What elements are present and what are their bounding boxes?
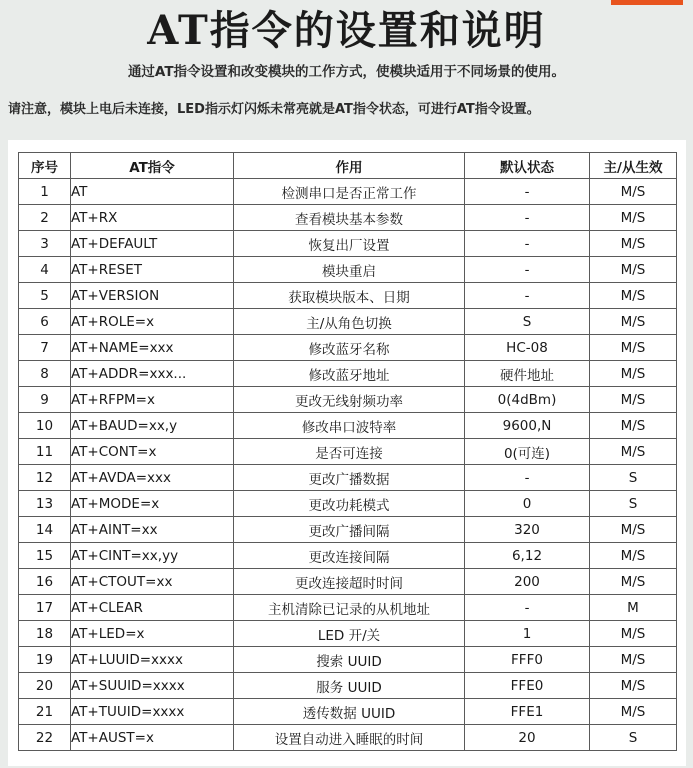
cell-index: 2: [19, 205, 71, 231]
cell-default: FFE0: [465, 673, 590, 699]
cell-function: 主机清除已记录的从机地址: [234, 595, 465, 621]
cell-function: 主/从角色切换: [234, 309, 465, 335]
cell-function: 更改连接超时时间: [234, 569, 465, 595]
cell-command: AT+ADDR=xxx...: [71, 361, 234, 387]
cell-command: AT+DEFAULT: [71, 231, 234, 257]
cell-index: 8: [19, 361, 71, 387]
cell-index: 9: [19, 387, 71, 413]
cell-index: 21: [19, 699, 71, 725]
cell-function: 服务 UUID: [234, 673, 465, 699]
cell-command: AT+NAME=xxx: [71, 335, 234, 361]
cell-command: AT+RESET: [71, 257, 234, 283]
cell-master-slave: M/S: [590, 257, 677, 283]
cell-default: HC-08: [465, 335, 590, 361]
cell-master-slave: M/S: [590, 205, 677, 231]
cell-function: 检测串口是否正常工作: [234, 179, 465, 205]
cell-command: AT+CLEAR: [71, 595, 234, 621]
cell-master-slave: M/S: [590, 387, 677, 413]
table-body: [19, 179, 677, 751]
header-master-slave: 主/从生效: [590, 153, 677, 179]
table-row: [19, 283, 677, 309]
table-row: [19, 621, 677, 647]
cell-command: AT+VERSION: [71, 283, 234, 309]
cell-function: 模块重启: [234, 257, 465, 283]
cell-index: 20: [19, 673, 71, 699]
table-row: [19, 543, 677, 569]
table-row: [19, 179, 677, 205]
cell-function: 更改广播数据: [234, 465, 465, 491]
cell-master-slave: M/S: [590, 439, 677, 465]
cell-default: -: [465, 465, 590, 491]
cell-default: 1: [465, 621, 590, 647]
cell-command: AT+BAUD=xx,y: [71, 413, 234, 439]
cell-master-slave: M/S: [590, 517, 677, 543]
cell-command: AT+ROLE=x: [71, 309, 234, 335]
cell-command: AT+LED=x: [71, 621, 234, 647]
cell-master-slave: M/S: [590, 231, 677, 257]
cell-master-slave: M/S: [590, 543, 677, 569]
cell-default: -: [465, 595, 590, 621]
cell-master-slave: M/S: [590, 621, 677, 647]
cell-command: AT+CINT=xx,yy: [71, 543, 234, 569]
cell-index: 1: [19, 179, 71, 205]
cell-default: 320: [465, 517, 590, 543]
cell-command: AT+MODE=x: [71, 491, 234, 517]
table-row: [19, 465, 677, 491]
table-row: [19, 205, 677, 231]
header-index: 序号: [19, 153, 71, 179]
cell-function: 更改无线射频功率: [234, 387, 465, 413]
cell-index: 16: [19, 569, 71, 595]
table-row: [19, 725, 677, 751]
cell-command: AT+CTOUT=xx: [71, 569, 234, 595]
cell-master-slave: M/S: [590, 283, 677, 309]
cell-command: AT+AVDA=xxx: [71, 465, 234, 491]
cell-command: AT+LUUID=xxxx: [71, 647, 234, 673]
header-command: AT指令: [71, 153, 234, 179]
cell-master-slave: M: [590, 595, 677, 621]
header-default: 默认状态: [465, 153, 590, 179]
cell-index: 12: [19, 465, 71, 491]
cell-default: -: [465, 179, 590, 205]
cell-master-slave: S: [590, 725, 677, 751]
cell-default: 0(4dBm): [465, 387, 590, 413]
cell-index: 4: [19, 257, 71, 283]
table-panel: [8, 140, 686, 766]
cell-function: 更改功耗模式: [234, 491, 465, 517]
cell-default: -: [465, 205, 590, 231]
cell-index: 5: [19, 283, 71, 309]
cell-master-slave: M/S: [590, 335, 677, 361]
cell-index: 7: [19, 335, 71, 361]
cell-index: 17: [19, 595, 71, 621]
table-row: [19, 387, 677, 413]
cell-function: 更改广播间隔: [234, 517, 465, 543]
table-row: [19, 231, 677, 257]
table-row: [19, 569, 677, 595]
cell-master-slave: M/S: [590, 647, 677, 673]
cell-default: 200: [465, 569, 590, 595]
table-row: [19, 361, 677, 387]
cell-default: 9600,N: [465, 413, 590, 439]
table-row: [19, 673, 677, 699]
cell-index: 18: [19, 621, 71, 647]
cell-command: AT+AUST=x: [71, 725, 234, 751]
table-row: [19, 595, 677, 621]
cell-function: 修改蓝牙地址: [234, 361, 465, 387]
cell-default: S: [465, 309, 590, 335]
table-row: [19, 413, 677, 439]
cell-command: AT+RX: [71, 205, 234, 231]
cell-index: 10: [19, 413, 71, 439]
cell-default: 6,12: [465, 543, 590, 569]
cell-master-slave: M/S: [590, 673, 677, 699]
cell-command: AT+AINT=xx: [71, 517, 234, 543]
cell-function: 是否可连接: [234, 439, 465, 465]
accent-bar: [611, 0, 683, 5]
cell-default: -: [465, 257, 590, 283]
table-row: [19, 439, 677, 465]
cell-index: 6: [19, 309, 71, 335]
cell-default: 20: [465, 725, 590, 751]
cell-function: LED 开/关: [234, 621, 465, 647]
cell-function: 修改蓝牙名称: [234, 335, 465, 361]
cell-default: 0: [465, 491, 590, 517]
cell-function: 更改连接间隔: [234, 543, 465, 569]
table-row: [19, 647, 677, 673]
cell-index: 19: [19, 647, 71, 673]
cell-command: AT+RFPM=x: [71, 387, 234, 413]
page-subtitle: 通过AT指令设置和改变模块的工作方式，使模块适用于不同场景的使用。: [127, 64, 566, 80]
cell-function: 设置自动进入睡眠的时间: [234, 725, 465, 751]
table-header-row: [19, 153, 677, 179]
cell-master-slave: M/S: [590, 179, 677, 205]
cell-function: 搜索 UUID: [234, 647, 465, 673]
cell-function: 修改串口波特率: [234, 413, 465, 439]
cell-index: 13: [19, 491, 71, 517]
header-function: 作用: [234, 153, 465, 179]
cell-master-slave: M/S: [590, 309, 677, 335]
cell-command: AT+CONT=x: [71, 439, 234, 465]
cell-default: 硬件地址: [465, 361, 590, 387]
cell-function: 透传数据 UUID: [234, 699, 465, 725]
cell-master-slave: M/S: [590, 361, 677, 387]
cell-function: 查看模块基本参数: [234, 205, 465, 231]
cell-index: 3: [19, 231, 71, 257]
table-row: [19, 309, 677, 335]
cell-command: AT+TUUID=xxxx: [71, 699, 234, 725]
cell-master-slave: S: [590, 491, 677, 517]
cell-default: FFE1: [465, 699, 590, 725]
cell-index: 22: [19, 725, 71, 751]
cell-master-slave: M/S: [590, 699, 677, 725]
table-row: [19, 257, 677, 283]
table-row: [19, 517, 677, 543]
cell-index: 15: [19, 543, 71, 569]
table-row: [19, 491, 677, 517]
cell-default: -: [465, 231, 590, 257]
cell-master-slave: M/S: [590, 413, 677, 439]
cell-index: 14: [19, 517, 71, 543]
cell-function: 恢复出厂设置: [234, 231, 465, 257]
at-command-table: [18, 152, 677, 751]
cell-default: 0(可连): [465, 439, 590, 465]
table-row: [19, 335, 677, 361]
cell-default: FFF0: [465, 647, 590, 673]
table-row: [19, 699, 677, 725]
cell-master-slave: M/S: [590, 569, 677, 595]
cell-default: -: [465, 283, 590, 309]
cell-master-slave: S: [590, 465, 677, 491]
cell-command: AT+SUUID=xxxx: [71, 673, 234, 699]
page-title: AT指令的设置和说明: [147, 7, 546, 54]
cell-index: 11: [19, 439, 71, 465]
notice-text: 请注意，模块上电后未连接，LED指示灯闪烁未常亮就是AT指令状态，可进行AT指令设置。: [8, 102, 540, 117]
cell-function: 获取模块版本、日期: [234, 283, 465, 309]
cell-command: AT: [71, 179, 234, 205]
